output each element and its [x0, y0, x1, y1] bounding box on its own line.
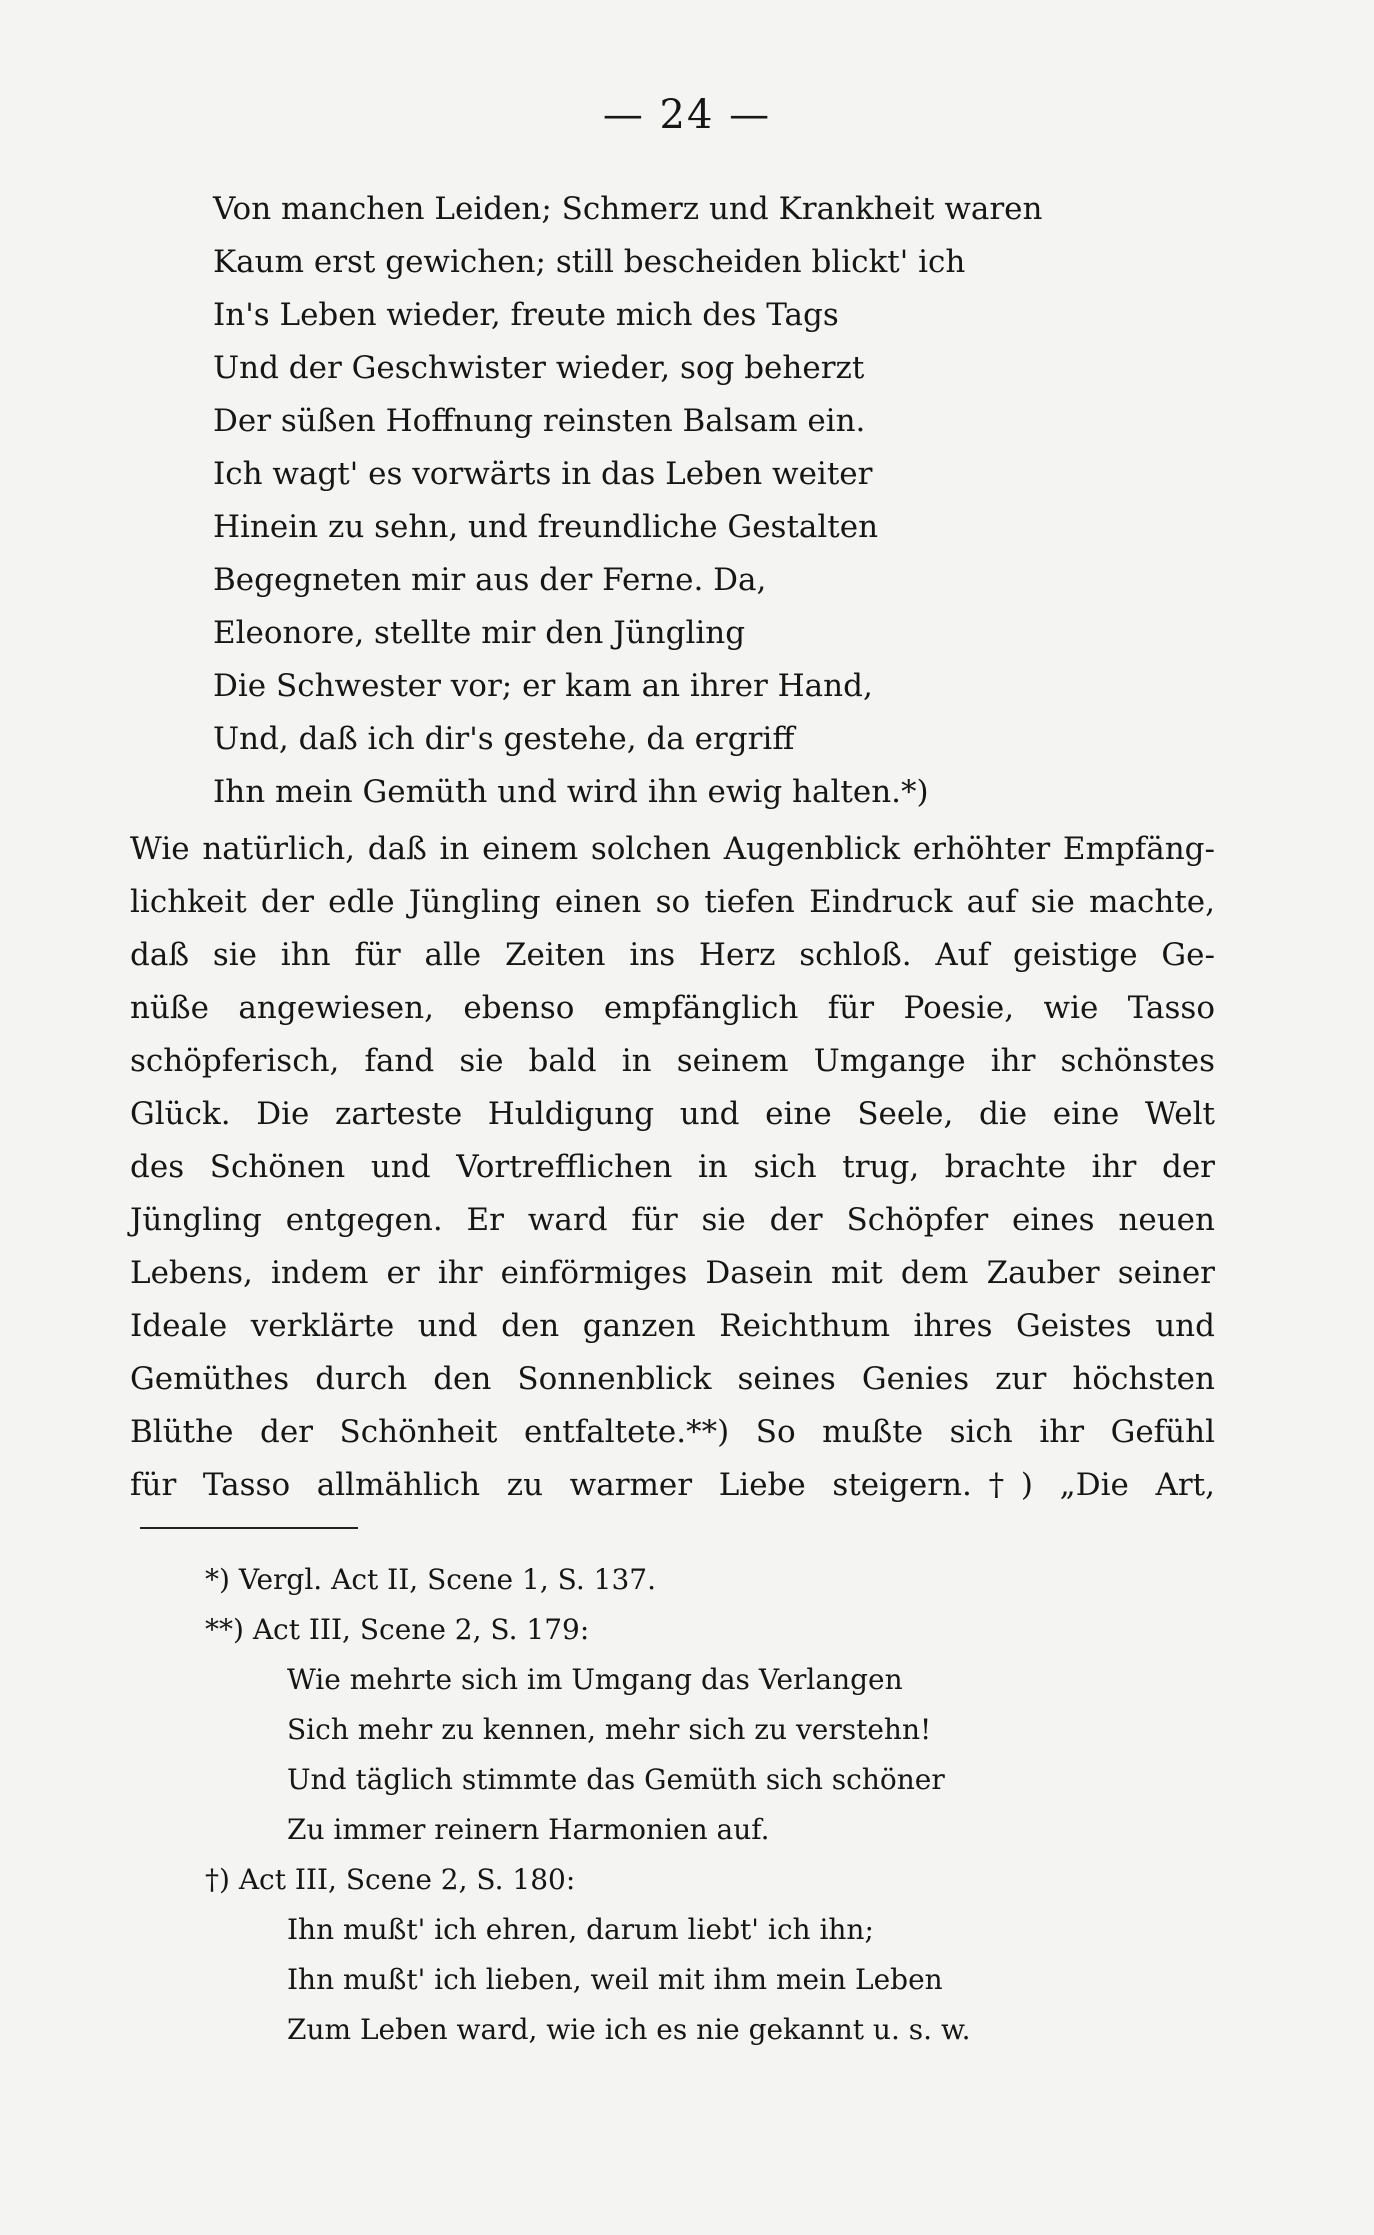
- footnote-verse-line: Wie mehrte sich im Umgang das Verlangen: [287, 1663, 903, 1696]
- prose-line: für Tasso allmählich zu warmer Liebe steigern.†) „Die Art,: [130, 1467, 1215, 1503]
- footnote-verse-line: Ihn mußt' ich lieben, weil mit ihm mein Leben: [287, 1963, 943, 1996]
- footnote-1: *) Vergl. Act II, Scene 1, S. 137.: [205, 1563, 656, 1596]
- verse-line: Der süßen Hoffnung reinsten Balsam ein.: [213, 403, 866, 439]
- verse-line: Von manchen Leiden; Schmerz und Krankheit waren: [213, 191, 1043, 227]
- verse-line: Ihn mein Gemüth und wird ihn ewig halten.*): [213, 774, 929, 810]
- footnote-verse-line: Sich mehr zu kennen, mehr sich zu verstehn!: [287, 1713, 932, 1746]
- prose-line: Jüngling entgegen. Er ward für sie der Schöpfer eines neuen: [130, 1202, 1215, 1238]
- page-number: — 24 —: [602, 92, 772, 138]
- prose-line: daß sie ihn für alle Zeiten ins Herz schloß. Auf geistige Ge-: [130, 937, 1215, 973]
- prose-line: Lebens, indem er ihr einförmiges Dasein mit dem Zauber seiner: [130, 1255, 1215, 1291]
- verse-line: Eleonore, stellte mir den Jüngling: [213, 615, 746, 651]
- prose-line: lichkeit der edle Jüngling einen so tiefen Eindruck auf sie machte,: [130, 884, 1215, 920]
- verse-line: In's Leben wieder, freute mich des Tags: [213, 297, 839, 333]
- prose-line: des Schönen und Vortrefflichen in sich trug, brachte ihr der: [130, 1149, 1215, 1185]
- prose-line: Glück. Die zarteste Huldigung und eine Seele, die eine Welt: [130, 1096, 1215, 1132]
- prose-line: Blüthe der Schönheit entfaltete.**) So mußte sich ihr Gefühl: [130, 1414, 1215, 1450]
- verse-line: Hinein zu sehn, und freundliche Gestalten: [213, 509, 879, 545]
- verse-line: Und der Geschwister wieder, sog beherzt: [213, 350, 865, 386]
- verse-line: Und, daß ich dir's gestehe, da ergriff: [213, 721, 795, 757]
- footnote-2: **) Act III, Scene 2, S. 179:: [205, 1613, 590, 1646]
- verse-line: Ich wagt' es vorwärts in das Leben weiter: [213, 456, 873, 492]
- footnote-3: †) Act III, Scene 2, S. 180:: [205, 1863, 576, 1896]
- verse-line: Kaum erst gewichen; still bescheiden blickt' ich: [213, 244, 966, 280]
- verse-line: Begegneten mir aus der Ferne. Da,: [213, 562, 767, 598]
- prose-line: nüße angewiesen, ebenso empfänglich für Poesie, wie Tasso: [130, 990, 1215, 1026]
- prose-line: Gemüthes durch den Sonnenblick seines Genies zur höchsten: [130, 1361, 1215, 1397]
- prose-line: Wie natürlich, daß in einem solchen Augenblick erhöhter Empfäng-: [130, 831, 1215, 867]
- prose-line: Ideale verklärte und den ganzen Reichthum ihres Geistes und: [130, 1308, 1215, 1344]
- footnote-divider: [140, 1527, 358, 1529]
- footnote-verse-line: Zu immer reinern Harmonien auf.: [287, 1813, 770, 1846]
- footnote-verse-line: Ihn mußt' ich ehren, darum liebt' ich ihn;: [287, 1913, 874, 1946]
- footnote-verse-line: Zum Leben ward, wie ich es nie gekannt u. s. w.: [287, 2013, 971, 2046]
- prose-line: schöpferisch, fand sie bald in seinem Umgange ihr schönstes: [130, 1043, 1215, 1079]
- footnote-verse-line: Und täglich stimmte das Gemüth sich schöner: [287, 1763, 945, 1796]
- verse-line: Die Schwester vor; er kam an ihrer Hand,: [213, 668, 873, 704]
